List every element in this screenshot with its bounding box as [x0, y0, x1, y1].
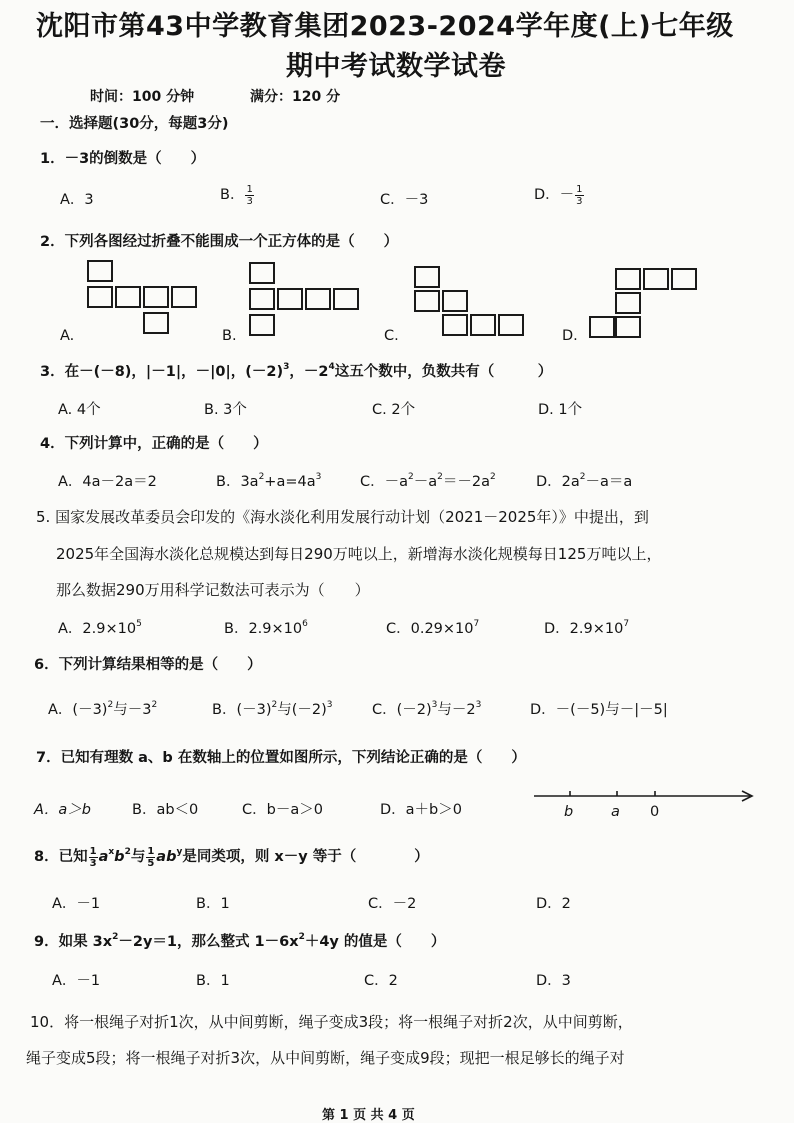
q2-label-b: B.: [222, 328, 237, 344]
q8-option-c: C．－2: [368, 896, 417, 912]
q6-option-d: D．－(－5)与－|－5|: [530, 702, 668, 718]
q2-label-c: C.: [384, 328, 399, 344]
q5-option-d: D．$2.9\times 10^7$: [544, 619, 630, 637]
q1-option-c: C．－3: [380, 192, 429, 208]
q3-option-a: A. 4个: [58, 402, 101, 418]
question-1-stem: 1．－3的倒数是（ ）: [40, 151, 206, 167]
number-line: [530, 786, 760, 806]
section-heading: 一．选择题(30分，每题3分): [40, 116, 229, 132]
q2-label-d: D.: [562, 328, 578, 344]
question-9-stem: 9．如果 $3x^2-2y=1$，那么整式 $1-6x^2+4y$ 的值是（ ）: [34, 932, 446, 950]
page-number: 第 1 页 共 4 页: [322, 1108, 415, 1123]
q1-option-a: A．3: [60, 192, 94, 208]
q6-option-a: A．$(-3)^2$与$-3^2$: [48, 700, 158, 718]
q1-option-d: D．－ $\frac{1}{3}$: [534, 183, 583, 207]
q4-option-b: B．$3a^2+a=4a^3$: [216, 472, 322, 490]
q5-option-a: A．$2.9\times 10^5$: [58, 619, 142, 637]
q6-option-b: B．$(-3)^2$与$(-2)^3$: [212, 700, 333, 718]
q9-option-c: C．2: [364, 973, 398, 989]
question-2-stem: 2．下列各图经过折叠不能围成一个正方体的是（ ）: [40, 234, 399, 250]
q8-option-a: A．－1: [52, 896, 101, 912]
q5-option-b: B．$2.9\times 10^6$: [224, 619, 308, 637]
q9-option-d: D．3: [536, 973, 571, 989]
question-10-line2: 绳子变成5段；将一根绳子对折3次，从中间剪断，绳子变成9段；现把一根足够长的绳子对: [26, 1049, 625, 1067]
question-5-line3: 那么数据290万用科学记数法可表示为（ ）: [56, 581, 370, 599]
q7-option-c: C．b－a＞0: [242, 802, 323, 818]
q7-option-d: D．a＋b＞0: [380, 802, 462, 818]
q3-option-c: C. 2个: [372, 402, 416, 418]
question-3-stem: 3．在－(－8)，|－1|，－|0|，$(-2)^3$，$-2^4$这五个数中，负数共有（ ）: [40, 362, 553, 380]
exam-title-line2: 期中考试数学试卷: [286, 51, 506, 82]
q9-option-b: B．1: [196, 973, 230, 989]
exam-score: 满分：120 分: [250, 89, 341, 105]
axis-label-a: a: [611, 804, 620, 820]
question-5-line1: 5. 国家发展改革委员会印发的《海水淡化利用发展行动计划（2021－2025年）》中提出，到: [36, 508, 649, 526]
q4-option-a: A．4a－2a＝2: [58, 474, 157, 490]
q3-option-d: D. 1个: [538, 402, 583, 418]
q8-option-b: B．1: [196, 896, 230, 912]
q7-option-a: A．a＞b: [34, 802, 92, 818]
q4-option-c: C．$-a^2-a^2=-2a^2$: [360, 472, 496, 490]
q7-option-b: B．ab＜0: [132, 802, 199, 818]
q8-option-d: D．2: [536, 896, 571, 912]
question-10-line1: 10．将一根绳子对折1次，从中间剪断，绳子变成3段；将一根绳子对折2次，从中间剪断，: [30, 1013, 633, 1031]
q2-label-a: A.: [60, 328, 75, 344]
q9-option-a: A．－1: [52, 973, 101, 989]
exam-time: 时间：100 分钟: [90, 89, 195, 105]
q4-option-d: D．$2a^2-a=a$: [536, 472, 633, 490]
q1-option-b: B． $\frac{1}{3}$: [220, 183, 253, 207]
question-4-stem: 4．下列计算中，正确的是（ ）: [40, 436, 268, 452]
question-5-line2: 2025年全国海水淡化总规模达到每日290万吨以上，新增海水淡化规模每日125万吨以上，: [56, 545, 662, 563]
q5-option-c: C．$0.29\times 10^7$: [386, 619, 480, 637]
question-7-stem: 7．已知有理数 a、b 在数轴上的位置如图所示，下列结论正确的是（ ）: [36, 750, 526, 766]
question-8-stem: 8．已知 $\frac{1}{3}$ $a^xb^2$与 $\frac{1}{5}$ $ab^y$是同类项，则 x－y 等于（ ）: [34, 845, 429, 869]
axis-label-b: b: [564, 804, 574, 820]
q3-option-b: B. 3个: [204, 402, 247, 418]
question-6-stem: 6．下列计算结果相等的是（ ）: [34, 657, 262, 673]
exam-title-line1: 沈阳市第43中学教育集团2023-2024学年度(上)七年级: [36, 11, 734, 42]
axis-label-0: 0: [650, 804, 660, 820]
q6-option-c: C．$(-2)^3$与$-2^3$: [372, 700, 482, 718]
